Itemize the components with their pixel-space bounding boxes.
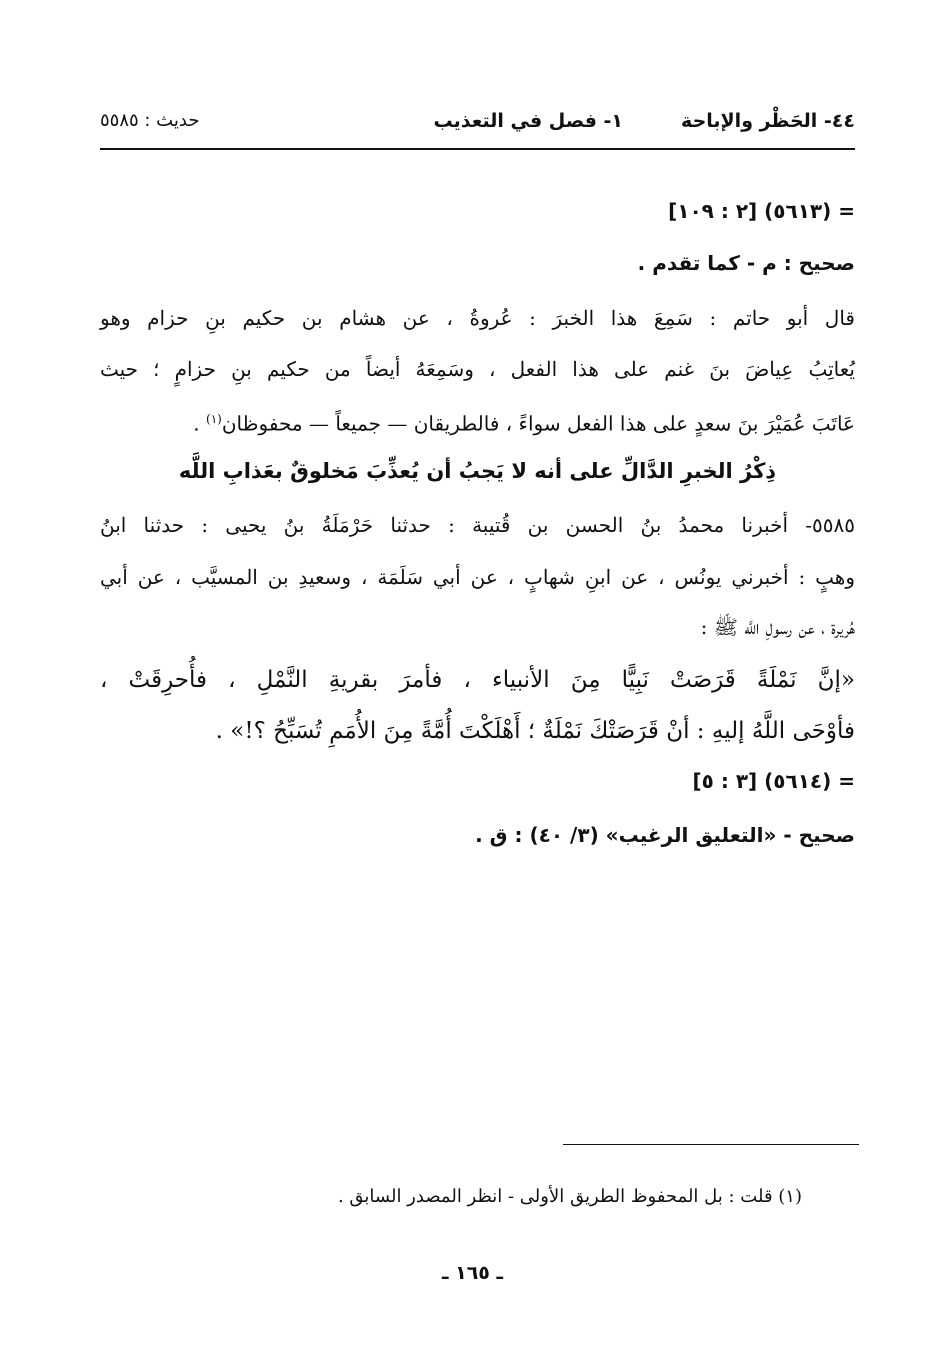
reference-5613: = (٥٦١٣) [٢ : ١٠٩] bbox=[668, 199, 855, 223]
footnote-marker: (١) bbox=[206, 412, 222, 426]
header-hadith-number: حديث : ٥٥٨٥ bbox=[100, 110, 200, 131]
grade-line-1: صحيح : م - كما تقدم . bbox=[637, 251, 855, 275]
running-header bbox=[100, 110, 855, 140]
grade-line-2: صحيح - «التعليق الرغيب» (٣/ ٤٠) : ق . bbox=[475, 823, 855, 847]
header-chapter-title: ٤٤- الحَظْر والإباحة bbox=[681, 110, 855, 132]
abu-hatim-line-3-end: . bbox=[193, 411, 200, 436]
abu-hatim-line-1: قال أبو حاتم : سَمِعَ هذا الخبرَ : عُروةُ ، عن هشام بن حكيم بنِ حزام وهو bbox=[100, 306, 855, 330]
hadith-5585-line-3: هُريرة ، عن رسولِ اللَّه ﷺ : bbox=[700, 615, 855, 639]
abu-hatim-line-3-text: عَاتَبَ عُمَيْرَ بنَ سعدٍ على هذا الفعل سواءً ، فالطريقان — جميعاً — محفوظان bbox=[221, 411, 855, 436]
prophetic-quote-line-2: فأوْحَى اللَّهُ إليهِ : أنْ قَرَصَتْكَ نَمْلَةٌ ؛ أَهْلَكْتَ أُمَّةً مِنَ الأُمَمِ تُسَبِّحُ ؟!» . bbox=[215, 718, 855, 744]
abu-hatim-line-3 bbox=[193, 404, 855, 439]
footnote-1: (١) قلت : بل المحفوظ الطريق الأولى - انظر المصدر السابق . bbox=[337, 1186, 802, 1207]
reference-5614: = (٥٦١٤) [٣ : ٥] bbox=[692, 769, 855, 793]
abu-hatim-line-2: يُعاتِبُ عِياضَ بنَ غنم على هذا الفعل ، وسَمِعَهُ أيضاً من حكيم بنِ حزامٍ ؛ حيث bbox=[100, 357, 855, 381]
hadith-5585-line-1: ٥٥٨٥- أخبرنا محمدُ بنُ الحسن بن قُتيبة : حدثنا حَرْمَلَةُ بنُ يحيى : حدثنا ابنُ bbox=[100, 513, 855, 537]
hadith-5585-line-2: وهبٍ : أخبرني يونُس ، عن ابنِ شهابٍ ، عن أبي سَلَمَة ، وسعيدِ بن المسيَّب ، عن أبي bbox=[100, 565, 855, 589]
prophetic-quote-line-1: «إنَّ نَمْلَةً قَرَصَتْ نَبِيًّا مِنَ الأنبياء ، فأمرَ بقريةِ النَّمْلِ ، فأُحرِقَتْ ، bbox=[100, 667, 855, 693]
page-number: ـ ١٦٥ ـ bbox=[441, 1262, 503, 1284]
header-section-title: ١- فصل في التعذيب bbox=[433, 110, 623, 132]
header-divider bbox=[100, 148, 855, 150]
footnote-divider bbox=[563, 1144, 859, 1145]
chapter-heading: ذِكْرُ الخبرِ الدَّالِّ على أنه لا يَجبُ أن يُعذِّبَ مَخلوقٌ بعَذابِ اللَّه bbox=[178, 459, 777, 483]
